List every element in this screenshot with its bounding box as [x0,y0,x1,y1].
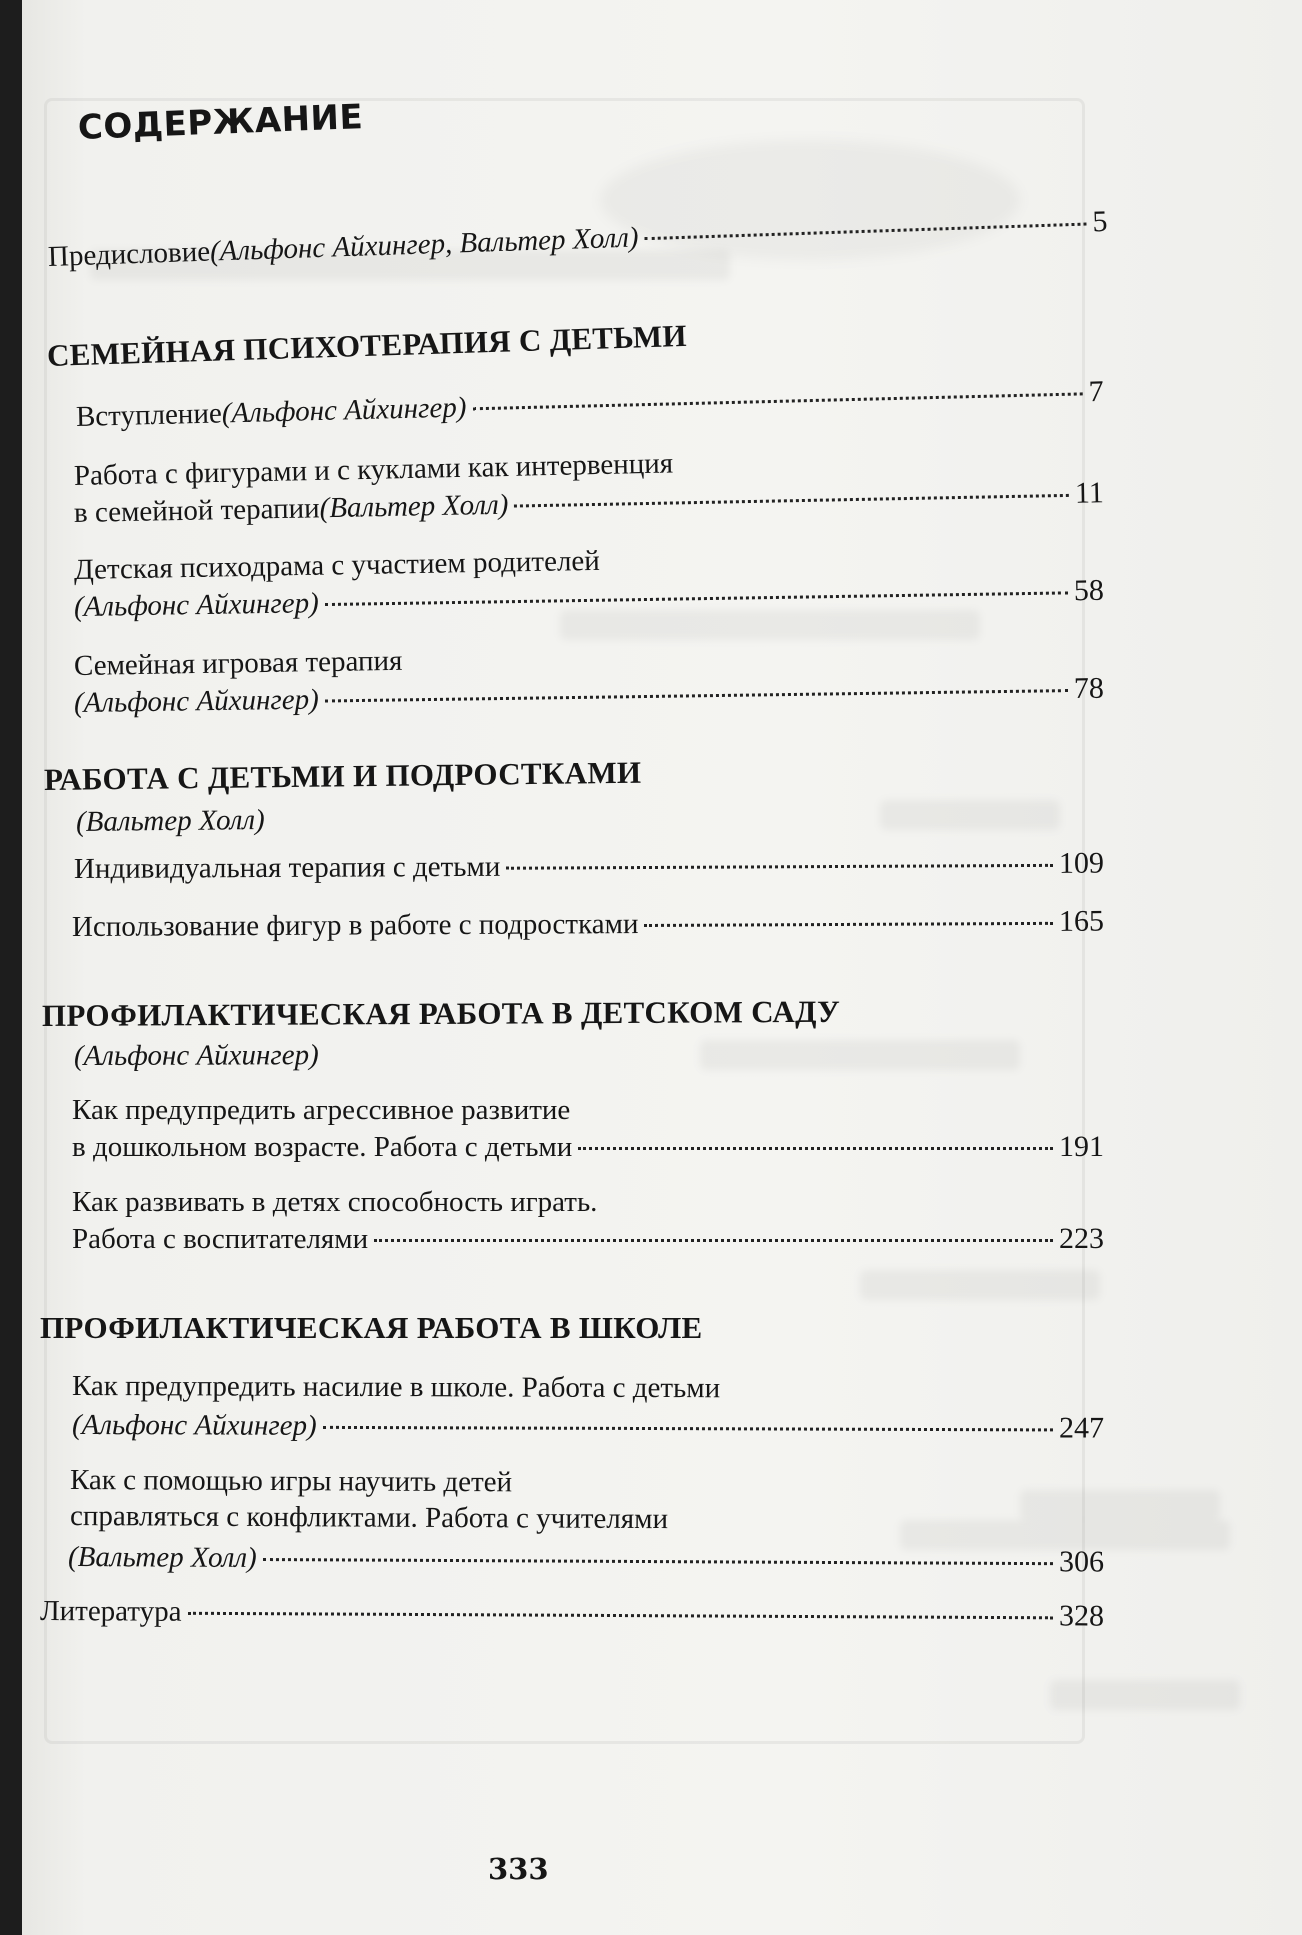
toc-entry [72,905,1104,944]
dot-leader [188,1612,1053,1620]
entry-text-line1: Как предупредить агрессивное развитие [72,1094,571,1126]
entry-text: Предисловие [47,235,211,273]
dot-leader [325,689,1068,702]
page-number: 5 [1091,204,1108,239]
dot-leader [325,591,1068,606]
entry-text: Индивидуальная терапия с детьми [73,850,501,885]
dot-leader [374,1239,1053,1242]
page-number: 328 [1058,1599,1105,1633]
entry-author: (Альфонс Айхингер, Вальтер Холл) [209,221,640,268]
page-number: 191 [1059,1130,1104,1163]
section-author: (Альфонс Айхингер) [73,1039,319,1072]
section-heading: ПРОФИЛАКТИЧЕСКАЯ РАБОТА В ДЕТСКОМ САДУ [41,993,841,1033]
entry-text: в семейной терапии [73,492,320,529]
entry-text-line1: Как с помощью игры научить детей [69,1464,513,1499]
dot-leader [263,1558,1053,1565]
entry-text-line2: справляться с конфликтами. Работа с учителями [69,1500,669,1536]
toc-entry [72,1408,1104,1446]
page-number: 223 [1059,1222,1104,1255]
toc-entry-literature [40,1594,1104,1634]
page-number: 7 [1088,374,1105,409]
dot-leader [323,1426,1053,1432]
toc-entry [72,1130,1104,1164]
page-number: 247 [1058,1411,1105,1445]
section-heading: ПРОФИЛАКТИЧЕСКАЯ РАБОТА В ШКОЛЕ [40,1310,703,1345]
entry-author: (Альфонс Айхингер) [73,587,319,623]
entry-text-line1: Детская психодрама с участием родителей [73,544,601,586]
toc-entry-preface [47,205,1108,274]
entry-text: в дошкольном возрасте. Работа с детьми [72,1131,573,1163]
page-title: СОДЕРЖАНИЕ [77,97,364,148]
entry-text-line1: Как развивать в детях способность играть. [72,1186,598,1218]
entry-author: (Альфонс Айхингер) [221,391,467,430]
page-number: 11 [1074,476,1105,510]
dot-leader [645,223,1087,241]
entry-author: (Альфонс Айхингер) [73,683,319,719]
section-heading: СЕМЕЙНАЯ ПСИХОТЕРАПИЯ С ДЕТЬМИ [46,317,688,373]
toc-entry [72,1222,1104,1256]
entry-author: (Вальтер Холл) [67,1541,257,1574]
entry-text-line1: Как предупредить насилие в школе. Работа с детьми [71,1370,721,1405]
toc-entry [76,375,1105,434]
dot-leader [506,864,1053,870]
entry-author: (Альфонс Айхингер) [71,1409,317,1442]
entry-author: (Вальтер Холл) [319,488,509,525]
dot-leader [578,1147,1053,1150]
entry-text: Литература [39,1595,182,1628]
dot-leader [644,922,1053,927]
toc-entry [68,1540,1104,1579]
section-heading: РАБОТА С ДЕТЬМИ И ПОДРОСТКАМИ [43,754,642,797]
page-number: 109 [1058,846,1105,880]
dot-leader [472,392,1082,410]
dot-leader [514,494,1069,508]
toc-entry [74,847,1104,886]
entry-text: Использование фигур в работе с подростками [71,908,639,943]
entry-text: Вступление [75,397,223,433]
page-folio: 333 [488,1852,549,1886]
page-number: 78 [1073,671,1105,706]
entry-text: Работа с воспитателями [72,1223,369,1255]
page-number: 165 [1058,904,1105,938]
section-author: (Вальтер Холл) [75,804,265,838]
entry-text-line1: Работа с фигурами и с куклами как интервенция [73,447,674,492]
page-number: 306 [1058,1545,1105,1579]
entry-text-line1: Семейная игровая терапия [73,644,403,682]
page-number: 58 [1073,573,1105,608]
